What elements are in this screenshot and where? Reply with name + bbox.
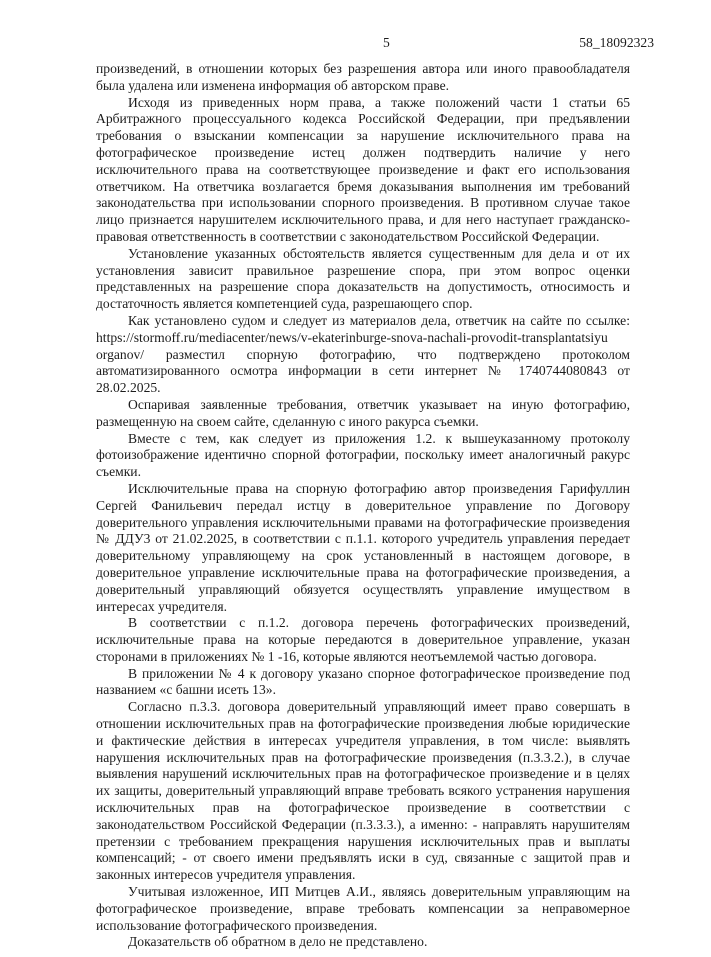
paragraph-annex-4: В приложении № 4 к договору указано спорное фотографическое произведение под названием «с башни исеть 13». bbox=[96, 665, 630, 698]
website-finding-rest: разместил спорную фотографию, что подтверждено протоколом автоматизированного осмотра информации в сети интернет № 1740744080843 от 28.02.2025. bbox=[96, 346, 630, 396]
paragraph-rights-transfer: Исключительные права на спорную фотографию автор произведения Гарифуллин Сергей Фанильевич передал истцу в доверительное управление по Договору доверительного управления исключительными правами на фотографические произведения № ДДУ3 от 21.02.2025, в соответствии с п.1.1. которого учредитель управления передает доверительному управляющему на срок установленный в настоящем договоре, в доверительное управление исключительные права на фотографические произведения, а доверительный управляющий обязуется осуществлять управление имуществом в интересах учредителя. bbox=[96, 480, 630, 614]
document-body bbox=[96, 61, 630, 951]
page-header bbox=[0, 0, 711, 60]
paragraph-annex-list: В соответствии с п.1.2. договора перечень фотографических произведений, исключительные права на которые передаются в доверительное управление, указан сторонами в приложениях № 1 -16, которые являются неотъемлемой частью договора. bbox=[96, 615, 630, 664]
paragraph-website-finding bbox=[96, 313, 630, 397]
paragraph-clause-33: Согласно п.3.3. договора доверительный управляющий имеет право совершать в отношении исключительных прав на фотографические произведения любые юридические и фактические действия в интересах учредителя управления, в том числе: выявлять нарушения исключительных прав на фотографические произведения (п.3.3.2.), в случае выявления нарушений исключительных прав на фотографическое произведение и в целях их защиты, доверительный управляющий вправе требовать всякого устранения нарушения исключительных прав на фотографическое произведение в соответствии с законодательством Российской Федерации (п.3.3.3.), а именно: - направлять нарушителям претензии с требованием прекращения нарушения исключительных прав и выплаты компенсаций; - от своего имени предъявлять иски в суд, связанные с защитой прав и законных интересов учредителя управления. bbox=[96, 699, 630, 883]
paragraph-conclusion: Учитывая изложенное, ИП Митцев А.И., являясь доверительным управляющим на фотографическое произведение, вправе требовать компенсации за неправомерное использование фотографического произведения. bbox=[96, 884, 630, 933]
paragraph-objection: Оспаривая заявленные требования, ответчик указывает на иную фотографию, размещенную на своем сайте, сделанную с иного ракурса съемки. bbox=[96, 396, 630, 429]
page-number: 5 bbox=[383, 35, 390, 50]
paragraph-no-evidence: Доказательств об обратном в дело не представлено. bbox=[128, 934, 428, 950]
document-id: 58_18092323 bbox=[579, 35, 654, 50]
paragraph-legal-norms: Исходя из приведенных норм права, а также положений части 1 статьи 65 Арбитражного процессуального кодекса Российской Федерации, при предъявлении требования о взыскании компенсации за нарушение исключительного права на фотографическое произведение истец должен подтвердить наличие у него исключительного права на соответствующее произведение и факт его использования ответчиком. На ответчика возлагается бремя доказывания выполнения им требований законодательства при использовании спорного произведения. В противном случае такое лицо признается нарушителем исключительного права, и для него наступает гражданско-правовая ответственность в соответствии с законодательством Российской Федерации. bbox=[96, 94, 630, 244]
paragraph-continuation: произведений, в отношении которых без разрешения автора или иного правообладателя была удалена или изменена информация об авторском праве. bbox=[96, 61, 630, 93]
paragraph-comparison: Вместе с тем, как следует из приложения 1.2. к вышеуказанному протоколу фотоизображение идентично спорной фотографии, поскольку имеет аналогичный ракурс съемки. bbox=[96, 430, 630, 480]
case-url: https://stormoff.ru/mediacenter/news/v-ekaterinburge-snova-nachali-provodit-transplantatsiyu organov/ bbox=[96, 329, 608, 362]
paragraph-assessment: Установление указанных обстоятельств является существенным для дела и от их установления зависит правильное разрешение спора, при этом вопрос оценки представленных на разрешение спора доказательств на допустимость, относимость и достаточность является компетенцией суда, разрешающего спор. bbox=[96, 245, 630, 312]
website-finding-intro: Как установлено судом и следует из материалов дела, ответчик на сайте по ссылке: bbox=[128, 312, 630, 328]
